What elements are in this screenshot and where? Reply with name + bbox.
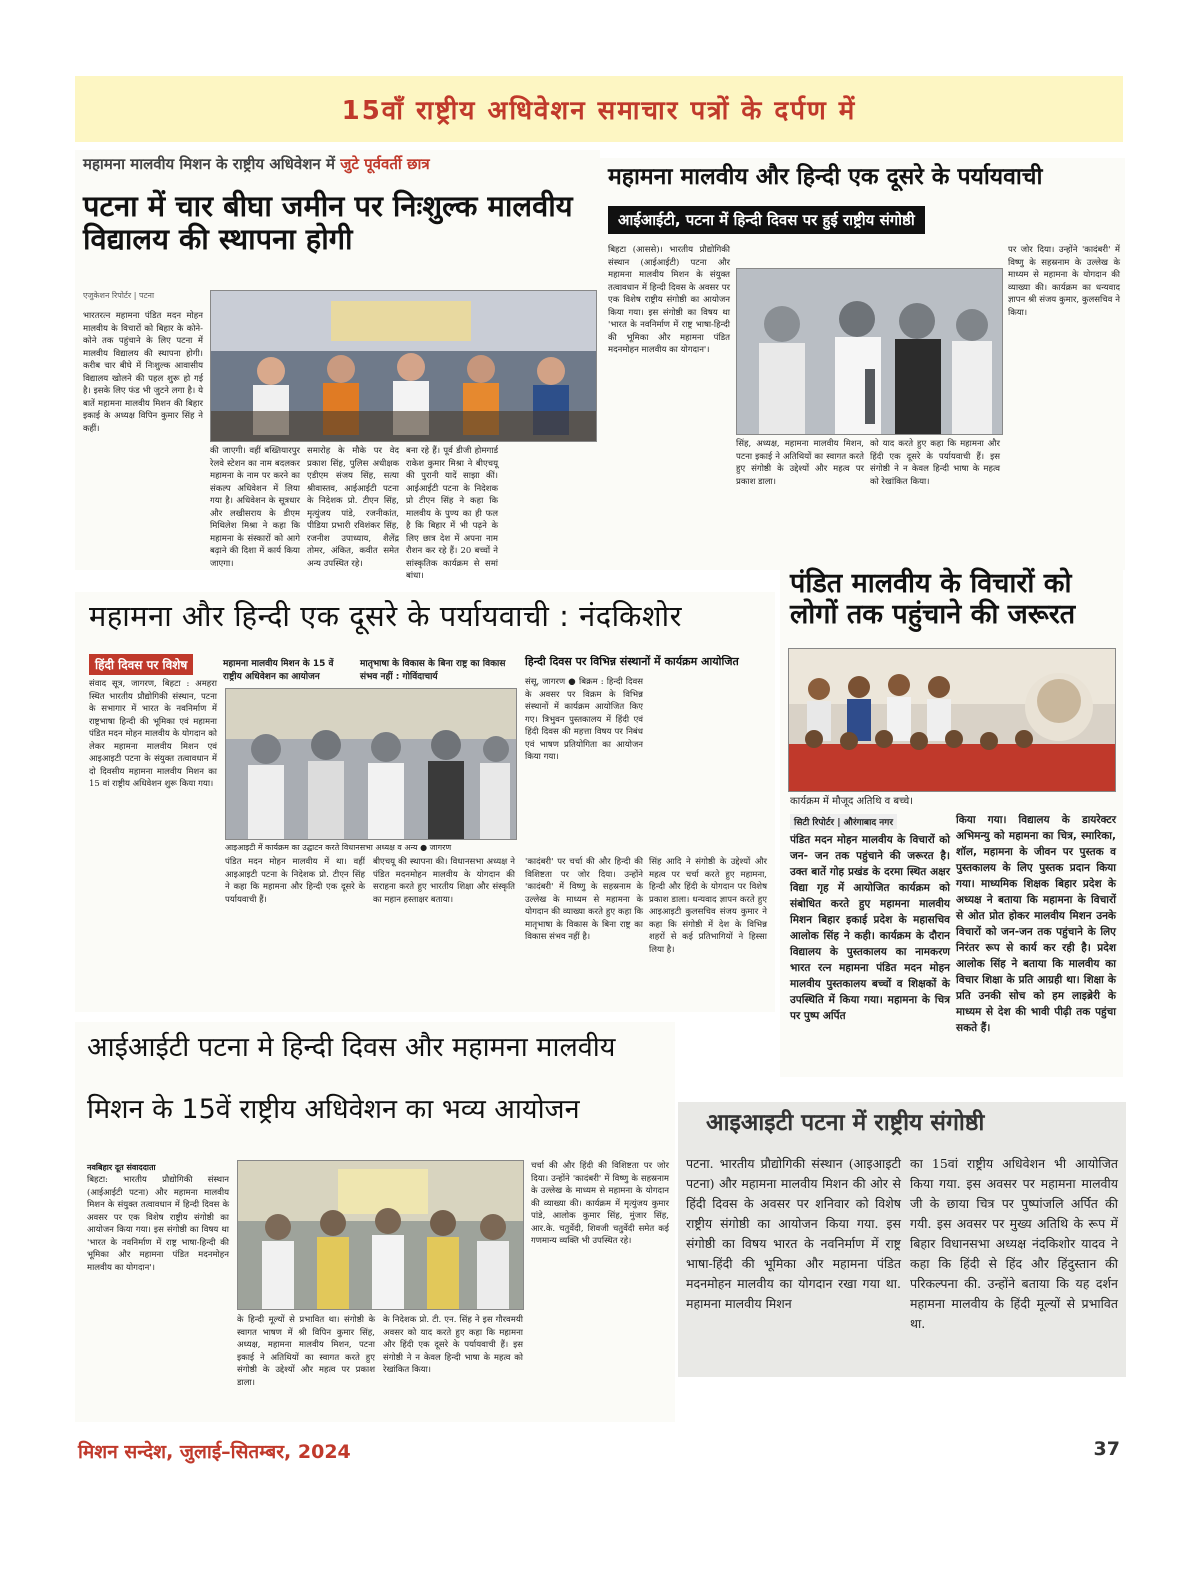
- clip1-kicker-prefix: महामना मालवीय मिशन के राष्ट्रीय अधिवेशन में: [83, 155, 335, 173]
- clip1-body-col4: बना रहे हैं। पूर्व डीजी होमगार्ड राकेश कुमार मिश्रा ने बीएचयू की पुरानी यादें साझा कीं। आईआईटी पटना के निदेशक प्रो टीएन सिंह ने कहा कि मालवीय के पुण्य का ही फल है कि बिहार में भी पढ़ने के लिए छात्र देश में अपना नाम रौशन कर रहे हैं। 20 बच्चों ने सांस्कृतिक कार्यक्रम से समां बांधा।: [406, 446, 498, 581]
- clip1-body-col1: भारतरत्न महामना पंडित मदन मोहन मालवीय के विचारों को बिहार के कोने-कोने तक पहुंचाने के लिए पटना में मालवीय विद्यालय की स्थापना होगी। करीब चार बीघे में निःशुल्क आवासीय विद्यालय खोलने की पहल शुरू हो गई है। इसके लिए फंड भी जुटने लगा है। ये बातें महामना मालवीय मिशन की बिहार इकाई के अध्यक्ष विपिन कुमार सिंह ने कहीं।: [83, 311, 203, 434]
- clip1-byline: एजुकेशन रिपोर्टर | पटना: [83, 291, 155, 300]
- clip3-caption: आइआइटी में कार्यक्रम का उद्घाटन करते विधानसभा अध्यक्ष व अन्य ● जागरण: [225, 843, 452, 852]
- clip5-body-col4: चर्चा की और हिंदी की विशिष्टता पर जोर दिया। उन्होंने 'कादंबरी' में विष्णु के सहस्रनाम के उल्लेख के माध्यम से महामना के योगदान की व्याख्या की। कार्यक्रम में मृत्युंजय कुमार पांडे, आलोक कुमार सिंह, मुंजार सिंह, आर.के. चतुर्वेदी, शिवजी चतुर्वेदी समेत कई गणमान्य व्यक्ति भी उपस्थित रहे।: [531, 1161, 669, 1246]
- clip3-body-col6: सिंह आदि ने संगोष्ठी के उद्देश्यों और महत्व पर चर्चा करते हुए महामना, हिन्दी और हिंदी के योगदान पर विशेष प्रकाश डाला। धन्यवाद ज्ञापन करते हुए आइआइटी कुलसचिव संजय कुमार ने कहा कि संगोष्ठी में देश के विभिन्न शहरों से कई प्रतिभागियों ने हिस्सा लिया है।: [649, 857, 767, 955]
- clip4-headline: पंडित मालवीय के विचारों को लोगों तक पहुंचाने की जरूरत: [790, 568, 1076, 631]
- footer-publication: मिशन सन्देश, जुलाई–सितम्बर, 2024: [78, 1441, 351, 1463]
- clip6-body-col2: का 15वां राष्ट्रीय अधिवेशन भी आयोजित किया गया. इस अवसर पर महामना मालवीय जी के छाया चित्र पर पुष्पांजलि अर्पित की गयी. इस अवसर पर मुख्य अतिथि के रूप में बिहार विधानसभा अध्यक्ष नंदकिशोर यादव ने कहा कि हिंदी से हिंद और हिंदुस्तान की परिकल्पना की. उन्होंने बताया कि यह दर्शन महामना मालवीय के हिंदी मूल्यों से प्रभावित था.: [910, 1156, 1118, 1331]
- clip5-byline: नवबिहार दूत संवाददाता: [87, 1163, 156, 1172]
- clip1-kicker: [83, 156, 430, 173]
- news-clip-1: [75, 150, 600, 581]
- clip4-caption: कार्यक्रम में मौजूद अतिथि व बच्चे।: [790, 796, 913, 807]
- clip2-subhead: आईआईटी, पटना में हिन्दी दिवस पर हुई राष्ट्रीय संगोष्ठी: [608, 206, 925, 234]
- page-banner: [75, 76, 1123, 142]
- footer-page-number: 37: [1093, 1438, 1120, 1460]
- clip1-photo: [210, 290, 597, 442]
- news-clip-3: [75, 592, 775, 1012]
- clip3-body-col5: 'कादंबरी' पर चर्चा की और हिन्दी की विशिष्टता पर जोर दिया। उन्होंने 'कादंबरी' में विष्णु के सहस्रनाम के उल्लेख के माध्यम से महामना के योगदान की व्याख्या करते हुए कहा कि मातृभाषा के विकास के बिना राष्ट्र का विकास संभव नहीं है।: [525, 857, 643, 942]
- clip3-body-col3: बीएचयू की स्थापना की। विधानसभा अध्यक्ष ने पंडित मदनमोहन मालवीय के योगदान की सराहना करते हुए भारतीय शिक्षा और संस्कृति का महान हस्ताक्षर बताया।: [373, 857, 515, 905]
- clip3-body-col4: संसू, जागरण ● बिक्रम : हिन्दी दिवस के अवसर पर विक्रम के विभिन्न संस्थानों में कार्यक्रम आयोजित किए गए। त्रिभुवन पुस्तकालय में हिंदी एवं हिंदी दिवस की महत्ता विषय पर निबंध एवं भाषण प्रतियोगिता का आयोजन किया गया।: [525, 677, 643, 762]
- clip3-tag: हिंदी दिवस पर विशेष: [89, 654, 193, 675]
- clip2-body-col3: को याद करते हुए कहा कि महामना और हिंदी एक दूसरे के पर्यायवाची हैं। इस संगोष्ठी ने न केवल हिन्दी भाषा के महत्व को रेखांकित किया।: [870, 439, 1000, 487]
- clip3-body-col1: संवाद सूत्र, जागरण, बिहटा : अमहरा स्थित भारतीय प्रौद्योगिकी संस्थान, पटना के सभागार में भारत के नवनिर्माण में राष्ट्रभाषा हिन्दी की भूमिका एवं महामना पंडित मदन मोहन मालवीय के योगदान को लेकर महामना मालवीय मिशन एवं आइआइटी पटना के संयुक्त तत्वावधान में दो दिवसीय महामना मालवीय मिशन का 15 वां राष्ट्रीय अधिवेशन शुरू किया गया।: [89, 679, 217, 789]
- clip1-body-col3: समारोह के मौके पर वेद प्रकाश सिंह, पुलिस अधीक्षक एडीएम संजय सिंह, सत्या श्रीवास्तव, आईआईटी पटना के निदेशक प्रो. टीएन सिंह, मृत्युंजय पांडे, रजनीकांत, पीडिया प्रभारी रविशंकर सिंह, रजनीश उपाध्याय, शैलेंद्र तोमर, अंकित, कवीत समेत अन्य उपस्थित रहे।: [307, 446, 399, 569]
- clip5-headline-line2: मिशन के 15वें राष्ट्रीय अधिवेशन का भव्य आयोजन: [87, 1094, 580, 1125]
- clip6-headline: आइआइटी पटना में राष्ट्रीय संगोष्ठी: [706, 1110, 985, 1136]
- clip4-body-col1: पंडित मदन मोहन मालवीय के विचारों को जन- जन तक पहुंचाने की जरूरत है। उक्त बातें गोह प्रखंड के दरमा स्थित अक्षर विद्या गृह में आयोजित कार्यक्रम को संबोधित करते हुए महामना मालवीय मिशन बिहार इकाई प्रदेश के महासचिव आलोक सिंह ने कही। कार्यक्रम के दौरान विद्यालय के पुस्तकालय का नामकरण भारत रत्न महामना पंडित मदन मोहन मालवीय पुस्तकालय बच्चों व शिक्षकों के उपस्थिति में किया गया। महामना के चित्र पर पुष्प अर्पित: [790, 834, 950, 1022]
- news-clip-4: [780, 562, 1123, 1077]
- clip2-photo: [736, 268, 1003, 435]
- clip3-side-head: हिन्दी दिवस पर विभिन्न संस्थानों में कार्यक्रम आयोजित: [525, 655, 739, 668]
- clip1-headline: पटना में चार बीघा जमीन पर निःशुल्क मालवीय विद्यालय की स्थापना होगी: [83, 189, 573, 257]
- clip3-bullet2: मातृभाषा के विकास के बिना राष्ट्र का विकास संभव नहीं : गोविंदाचार्य: [360, 659, 506, 682]
- news-clip-2: [600, 158, 1125, 570]
- news-clip-6: [678, 1102, 1126, 1377]
- banner-title: 15वाँ राष्ट्रीय अधिवेशन समाचार पत्रों के दर्पण में: [341, 96, 857, 126]
- clip5-photo: [237, 1160, 524, 1310]
- clip3-photo: [225, 688, 517, 840]
- clip2-body-col4: पर जोर दिया। उन्होंने 'कादंबरी' में विष्णु के सहस्रनाम के उल्लेख के माध्यम से महामना के योगदान की व्याख्या की। कार्यक्रम का धन्यवाद ज्ञापन श्री संजय कुमार, कुलसचिव ने किया।: [1008, 245, 1120, 318]
- clip1-body-col2: की जाएगी। वहीं बख्तियारपुर रेलवे स्टेशन का नाम बदलकर महामना के नाम पर करने का संकल्प अधिवेशन में लिया गया है। अधिवेशन के सूत्रधार और लखीसराय के डीएम मिथिलेश मिश्रा ने कहा कि महामना के संस्कारों को आगे बढ़ाने की दिशा में कार्य किया जाएगा।: [210, 446, 300, 569]
- clip5-body-col2: के हिन्दी मूल्यों से प्रभावित था। संगोष्ठी के स्वागत भाषण में श्री विपिन कुमार सिंह, अध्यक्ष, महामना मालवीय मिशन, पटना इकाई ने अतिथियों का स्वागत करते हुए संगोष्ठी के उद्देश्यों और महत्व पर प्रकाश डाला।: [237, 1315, 375, 1388]
- news-clip-5: [75, 1022, 675, 1422]
- clip2-body-col1: बिहटा (आससे)। भारतीय प्रौद्योगिकी संस्थान (आईआईटी) पटना और महामना मालवीय मिशन के संयुक्त तत्वावधान में हिन्दी दिवस के अवसर पर एक विशेष राष्ट्रीय संगोष्ठी का आयोजन किया गया। इस संगोष्ठी का विषय था 'भारत के नवनिर्माण में राष्ट्र भाषा-हिन्दी की भूमिका और महामना पंडित मदनमोहन मालवीय का योगदान'।: [608, 245, 730, 355]
- clip3-bullet1: महामना मालवीय मिशन के 15 वें राष्ट्रीय अधिवेशन का आयोजन: [223, 659, 334, 682]
- clip2-headline: महामना मालवीय और हिन्दी एक दूसरे के पर्यायवाची: [608, 164, 1043, 190]
- clip4-photo: [788, 648, 1116, 792]
- clip6-body-col1: पटना. भारतीय प्रौद्योगिकी संस्थान (आइआइटी पटना) और महामना मालवीय मिशन की ओर से हिंदी दिवस के अवसर पर शनिवार को विशेष राष्ट्रीय संगोष्ठी का आयोजन किया गया. इस संगोष्ठी का विषय भारत के नवनिर्माण में राष्ट्र भाषा-हिंदी की भूमिका और महामना पंडित मदनमोहन मालवीय का योगदान रखा गया था. महामना मालवीय मिशन: [686, 1156, 901, 1311]
- clip4-body-col2: किया गया। विद्यालय के डायरेक्टर अभिमन्यु को महामना का चित्र, स्मारिका, शॉल, महामना के जीवन पर पुस्तक व पुस्तकालय के लिए पुस्तक प्रदान किया गया। माध्यमिक शिक्षक बिहार प्रदेश के अध्यक्ष ने बताया कि महामना के विचारों से ओत प्रोत होकर मालवीय मिशन उनके विचारों को जन-जन तक पहुंचाने के लिए निरंतर रूप से कार्य कर रही है। प्रदेश आलोक सिंह ने बताया कि मालवीय का विचार शिक्षा के प्रति आग्रही था। शिक्षा के प्रति उनकी सोच को हम लाइब्रेरी के माध्यम से देश की भावी पीढ़ी तक पहुंचा सकते हैं।: [956, 814, 1116, 1034]
- clip5-headline-line1: आईआईटी पटना मे हिन्दी दिवस और महामना मालवीय: [87, 1032, 616, 1063]
- clip1-kicker-highlight: जुटे पूर्ववर्ती छात्र: [340, 155, 430, 173]
- clip3-headline: महामना और हिन्दी एक दूसरे के पर्यायवाची : नंदकिशोर: [89, 599, 683, 633]
- clip3-body-col2: पंडित मदन मोहन मालवीय में था। वहीं आइआइटी पटना के निदेशक प्रो. टीएन सिंह ने कहा कि महामना और हिन्दी एक दूसरे के पर्यायवाची हैं।: [225, 857, 365, 905]
- clip5-body-col3: के निदेशक प्रो. टी. एन. सिंह ने इस गौरवमयी अवसर को याद करते हुए कहा कि महामना और हिंदी एक दूसरे के पर्यायवाची हैं। इस संगोष्ठी ने न केवल हिन्दी भाषा के महत्व को रेखांकित किया।: [383, 1315, 523, 1375]
- clip3-body-col4b: [649, 676, 767, 836]
- clip5-body-col1: बिहटा: भारतीय प्रौद्योगिकी संस्थान (आईआईटी पटना) और महामना मालवीय मिशन के संयुक्त तत्वावधान में हिन्दी दिवस के अवसर पर एक विशेष राष्ट्रीय संगोष्ठी का आयोजन किया गया। इस संगोष्ठी का विषय था 'भारत के नवनिर्माण में राष्ट्र भाषा-हिन्दी की भूमिका और महामना पंडित मदनमोहन मालवीय का योगदान'।: [87, 1175, 229, 1273]
- clip2-body-col2: सिंह, अध्यक्ष, महामना मालवीय मिशन, पटना इकाई ने अतिथियों का स्वागत करते हुए संगोष्ठी के उद्देश्यों और महत्व पर प्रकाश डाला।: [736, 439, 864, 487]
- clip4-byline: सिटी रिपोर्टर | औरंगाबाद नगर: [790, 814, 897, 829]
